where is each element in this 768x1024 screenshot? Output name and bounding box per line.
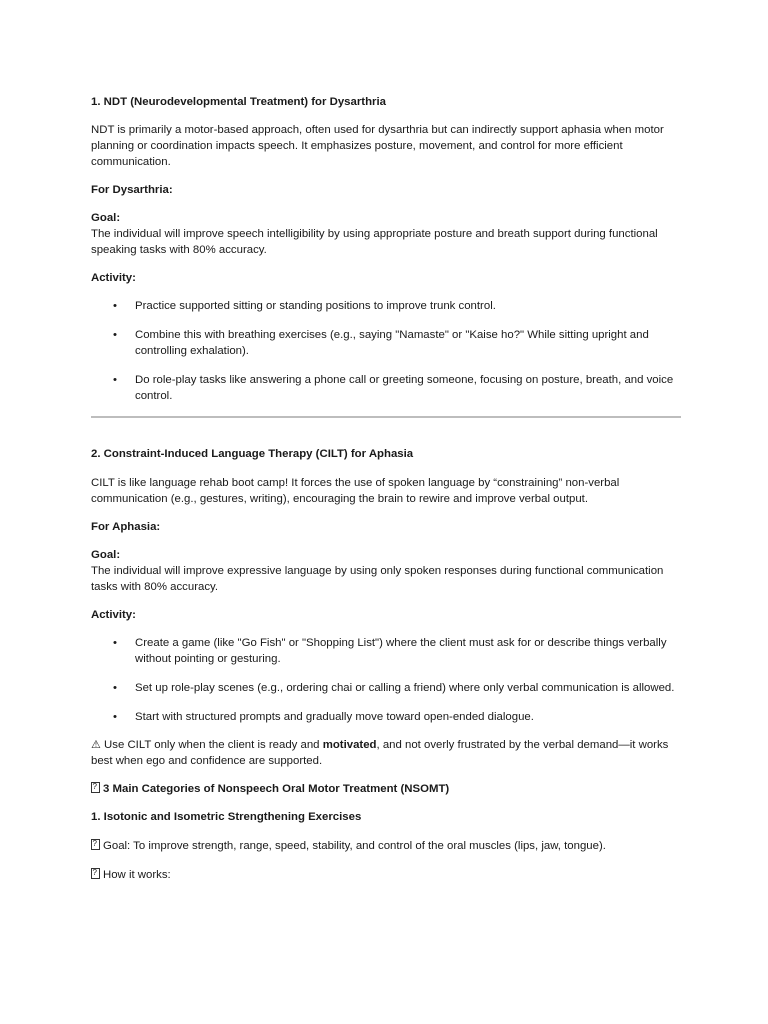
section-1-heading: 1. NDT (Neurodevelopmental Treatment) for Dysarthria xyxy=(91,96,386,108)
section-2-activity-label: Activity: xyxy=(91,609,136,621)
section-1-intro: NDT is primarily a motor-based approach, often used for dysarthria but can indirectly support aphasia when motor planning or coordination impacts speech. It emphasizes posture, movement, and control for more efficient communication. xyxy=(91,124,664,168)
bullet-icon: • xyxy=(113,711,117,723)
list-item-text: Do role-play tasks like answering a phone call or greeting someone, focusing on posture, breath, and voice control. xyxy=(135,374,674,402)
list-item xyxy=(91,680,681,696)
warning-icon: ⚠ xyxy=(91,739,101,751)
bullet-icon: • xyxy=(113,682,117,694)
bullet-icon: • xyxy=(113,329,117,341)
horizontal-divider xyxy=(91,416,681,418)
warning-text-bold: motivated xyxy=(322,739,377,751)
section-1-goal-text: The individual will improve speech intelligibility by using appropriate posture and breath support during functional speaking tasks with 80% accuracy. xyxy=(91,228,658,256)
cilt-warning-note xyxy=(91,737,681,769)
section-1-for-label: For Dysarthria: xyxy=(91,184,173,196)
section-3-goal-text: Goal: To improve strength, range, speed, stability, and control of the oral muscles (lips, jaw, tongue). xyxy=(103,840,606,852)
bullet-icon: • xyxy=(113,374,117,386)
missing-glyph-icon xyxy=(91,868,100,879)
section-2-for-label: For Aphasia: xyxy=(91,521,161,533)
bullet-icon: • xyxy=(113,637,117,649)
section-1-activity-label: Activity: xyxy=(91,272,136,284)
list-item-text: Practice supported sitting or standing positions to improve trunk control. xyxy=(135,300,496,312)
section-3-goal-line xyxy=(91,838,681,854)
section-3-how-line xyxy=(91,867,681,883)
section-2-goal-label: Goal: xyxy=(91,549,121,561)
section-3-how-text: How it works: xyxy=(103,869,171,881)
list-item xyxy=(91,709,681,725)
list-item xyxy=(91,327,681,359)
section-1-goal-label: Goal: xyxy=(91,212,121,224)
section-2-goal-text: The individual will improve expressive language by using only spoken responses during functional communication tasks with 80% accuracy. xyxy=(91,565,664,593)
bullet-icon: • xyxy=(113,300,117,312)
list-item-text: Combine this with breathing exercises (e.g., saying "Namaste" or "Kaise ho?" While sitting upright and controlling exhalation). xyxy=(135,329,649,357)
list-item xyxy=(91,298,681,314)
section-2-activity-list xyxy=(91,635,681,725)
section-3-heading-text: 3 Main Categories of Nonspeech Oral Motor Treatment (NSOMT) xyxy=(103,783,450,795)
section-3-subheading: 1. Isotonic and Isometric Strengthening Exercises xyxy=(91,811,362,823)
list-item xyxy=(91,372,681,404)
document-page xyxy=(91,87,681,883)
section-3-heading xyxy=(91,781,681,797)
section-2-heading: 2. Constraint-Induced Language Therapy (CILT) for Aphasia xyxy=(91,448,414,460)
section-2-intro: CILT is like language rehab boot camp! It forces the use of spoken language by “constraining” non-verbal communication (e.g., gestures, writing), encouraging the brain to rewire and improve verbal output. xyxy=(91,477,620,505)
missing-glyph-icon xyxy=(91,782,100,793)
missing-glyph-icon xyxy=(91,839,100,850)
list-item xyxy=(91,635,681,667)
warning-text-post: , and not overly frustrated by the verbal demand—it works best when ego and confidence are supported. xyxy=(91,739,669,767)
section-1-activity-list xyxy=(91,298,681,404)
list-item-text: Create a game (like "Go Fish" or "Shopping List") where the client must ask for or describe things verbally without pointing or gesturing. xyxy=(135,637,667,665)
list-item-text: Start with structured prompts and gradually move toward open-ended dialogue. xyxy=(135,711,534,723)
list-item-text: Set up role-play scenes (e.g., ordering chai or calling a friend) where only verbal communication is allowed. xyxy=(135,682,675,694)
warning-text-pre: Use CILT only when the client is ready and xyxy=(100,739,323,751)
